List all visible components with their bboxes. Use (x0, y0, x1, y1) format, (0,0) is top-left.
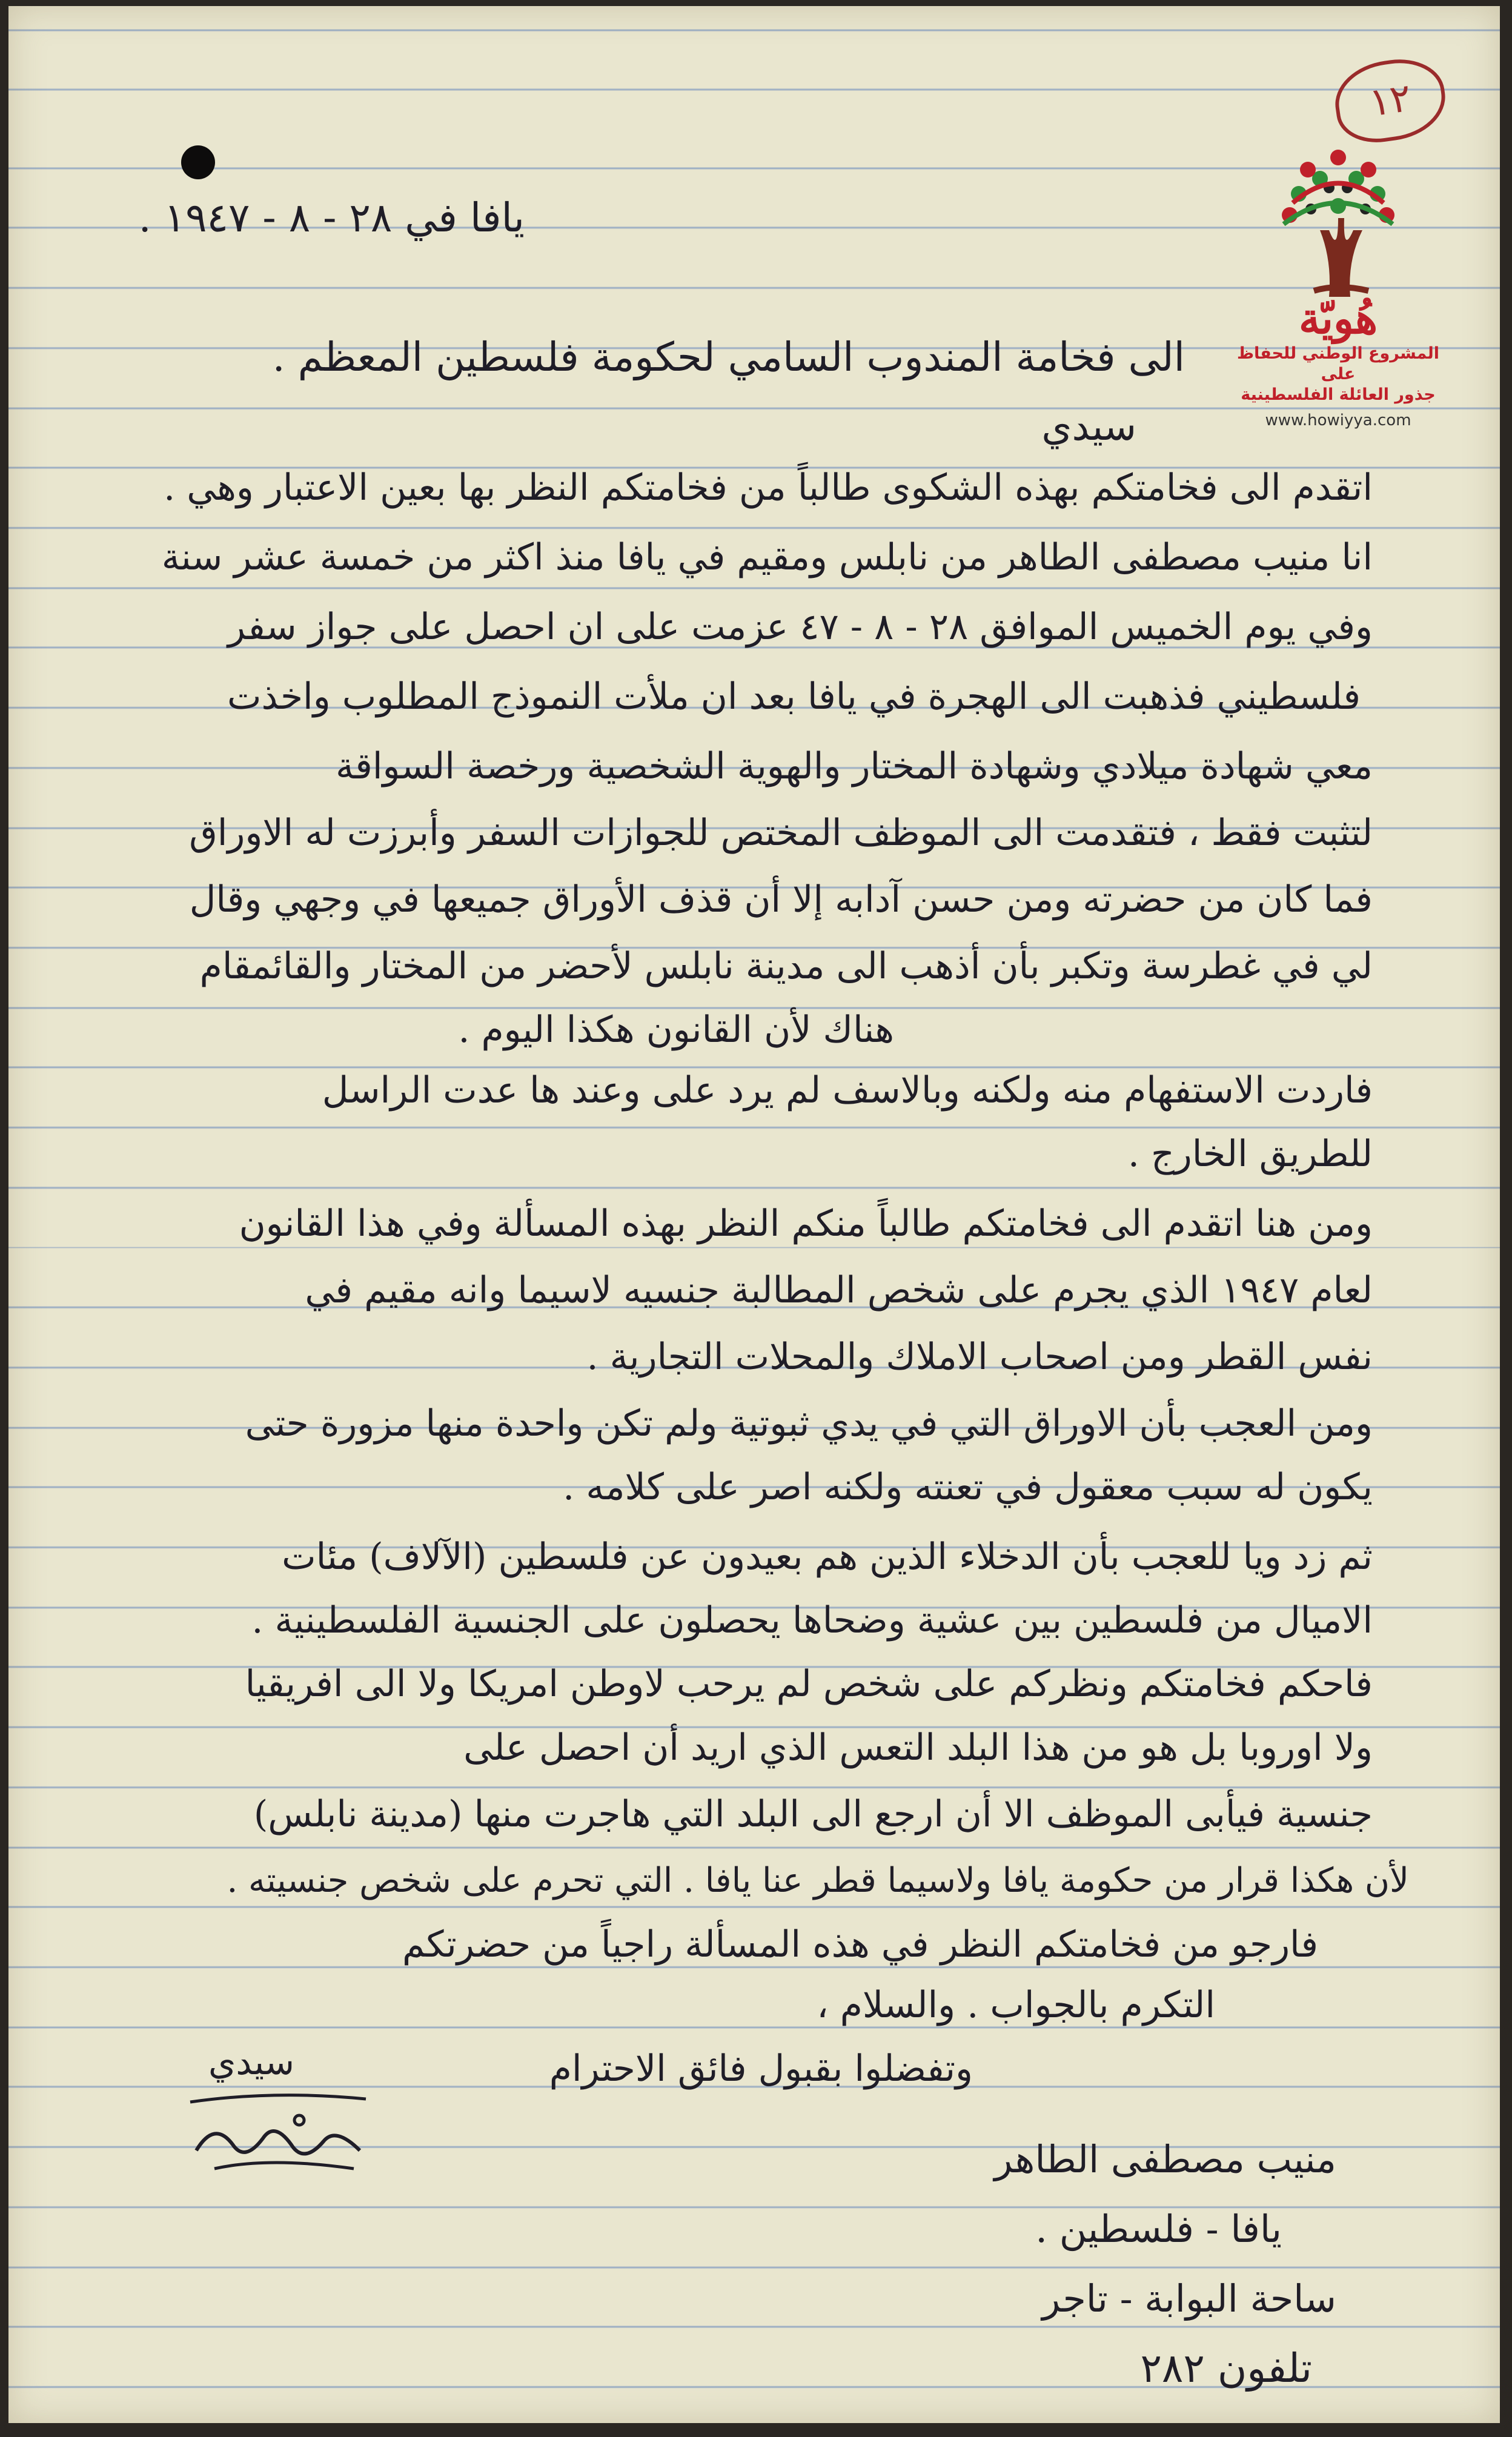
letter-addressee: الى فخامة المندوب السامي لحكومة فلسطين المعظم . (272, 334, 1185, 380)
page-number: ١٢ (1330, 53, 1451, 148)
body-line: ومن هنا اتقدم الى فخامتكم طالباً منكم النظر بهذه المسألة وفي هذا القانون (239, 1202, 1373, 1245)
letter-date: يافا في ٢٨ - ٨ - ١٩٤٧ . (138, 194, 525, 241)
signature-label: سيدي (208, 2041, 294, 2083)
letter-page (8, 6, 1500, 2423)
family-tree-icon (1272, 145, 1405, 297)
body-line: يكون له سبب معقول في تعنته ولكنه اصر على كلامه . (563, 1466, 1373, 1508)
body-line: فما كان من حضرته ومن حسن آدابه إلا أن قذف الأوراق جميعها في وجهي وقال (189, 878, 1373, 921)
punch-hole (181, 145, 215, 179)
body-line: فاردت الاستفهام منه ولكنه وبالاسف لم يرد على وعند ها عدت الراسل (322, 1069, 1373, 1112)
body-line: ومن العجب بأن الاوراق التي في يدي ثبوتية ولم تكن واحدة منها مزورة حتى (245, 1402, 1373, 1445)
body-line: لتثبت فقط ، فتقدمت الى الموظف المختص للجوازات السفر وأبرزت له الاوراق (189, 812, 1373, 854)
logo-brand: هُويّة (1298, 293, 1378, 343)
sender-address: ساحة البوابة - تاجر (1042, 2276, 1336, 2321)
body-line: نفس القطر ومن اصحاب الاملاك والمحلات التجارية . (586, 1336, 1373, 1378)
body-line: ثم زد ويا للعجب بأن الدخلاء الذين هم بعيدون عن فلسطين (الآلاف) مئات (282, 1536, 1373, 1578)
sender-city: يافا - فلسطين . (1035, 2207, 1282, 2251)
sender-phone: تلفون ٢٨٢ (1140, 2345, 1312, 2392)
sender-name: منيب مصطفى الطاهر (994, 2137, 1336, 2181)
body-line: فلسطيني فذهبت الى الهجرة في يافا بعد ان ملأت النموذج المطلوب واخذت (227, 675, 1361, 718)
handwritten-signature (178, 2078, 378, 2181)
body-line: للطريق الخارج . (1127, 1133, 1373, 1175)
body-line: الاميال من فلسطين بين عشية وضحاها يحصلون على الجنسية الفلسطينية . (251, 1599, 1373, 1642)
body-line: التكرم بالجواب . والسلام ، (817, 1984, 1215, 2026)
body-line: فارجو من فخامتكم النظر في هذه المسألة راجياً من حضرتكم (402, 1923, 1318, 1966)
body-line: وفي يوم الخميس الموافق ٢٨ - ٨ - ٤٧ عزمت على ان احصل على جواز سفر (227, 606, 1373, 648)
body-line: ولا اوروبا بل هو من هذا البلد التعس الذي اريد أن احصل على (463, 1726, 1373, 1769)
howiyya-logo (1232, 145, 1444, 472)
body-line: لي في غطرسة وتكبر بأن أذهب الى مدينة نابلس لأحضر من المختار والقائمقام (199, 945, 1373, 987)
body-line: لأن هكذا قرار من حكومة يافا ولاسيما قطر عنا يافا . التي تحرم على شخص جنسيته . (227, 1861, 1409, 1900)
logo-url: www.howiyya.com (1265, 411, 1411, 429)
body-line: جنسية فيأبى الموظف الا أن ارجع الى البلد التي هاجرت منها (مدينة نابلس) (253, 1793, 1373, 1835)
body-line: انا منيب مصطفى الطاهر من نابلس ومقيم في يافا منذ اكثر من خمسة عشر سنة (161, 536, 1373, 579)
body-line: وتفضلوا بقبول فائق الاحترام (549, 2047, 973, 2090)
body-line: معي شهادة ميلادي وشهادة المختار والهوية الشخصية ورخصة السواقة (335, 745, 1373, 787)
body-line: هناك لأن القانون هكذا اليوم . (458, 1009, 894, 1051)
logo-line-1: المشروع الوطني للحفاظ على (1236, 344, 1440, 383)
logo-line-2: جذور العائلة الفلسطينية (1241, 385, 1436, 404)
letter-salutation: سيدي (1041, 405, 1136, 449)
body-line: لعام ١٩٤٧ الذي يجرم على شخص المطالبة جنسيه لاسيما وانه مقيم في (305, 1269, 1373, 1311)
body-line: اتقدم الى فخامتكم بهذه الشكوى طالباً من فخامتكم النظر بها بعين الاعتبار وهي . (164, 466, 1373, 509)
body-line: فاحكم فخامتكم ونظركم على شخص لم يرحب لاوطن امريكا ولا الى افريقيا (245, 1663, 1373, 1705)
